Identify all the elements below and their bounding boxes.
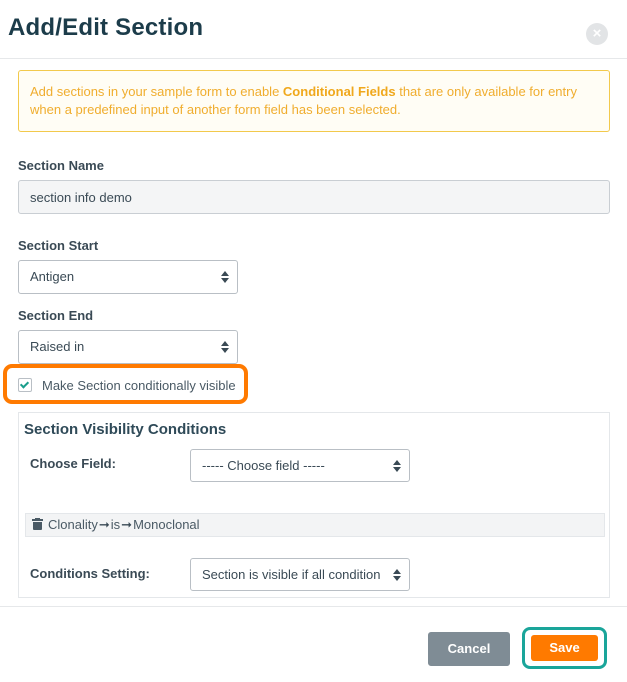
- section-start-label: Section Start: [18, 238, 99, 253]
- section-start-value: Antigen: [30, 269, 75, 284]
- conditions-setting-label: Conditions Setting:: [30, 566, 150, 581]
- alert-text-after: that are only available for entry when a predefined input of another form field has been selected.: [30, 84, 577, 117]
- close-icon[interactable]: ×: [586, 23, 608, 45]
- cancel-button[interactable]: Cancel: [428, 632, 510, 666]
- trash-icon[interactable]: [32, 518, 43, 530]
- section-start-select[interactable]: [18, 260, 238, 294]
- header-divider: [0, 58, 627, 59]
- select-arrows-icon: [393, 460, 401, 472]
- section-end-label: Section End: [18, 308, 94, 323]
- select-arrows-icon: [221, 271, 229, 283]
- conditional-visibility-highlight: [3, 364, 248, 404]
- checkmark-icon: [20, 379, 29, 388]
- alert-text-before: Add sections in your sample form to enable: [30, 84, 283, 99]
- conditions-setting-select[interactable]: [190, 558, 410, 591]
- footer-divider: [0, 606, 627, 607]
- condition-operator: is: [110, 517, 121, 532]
- arrow-right-icon: ➞: [121, 517, 133, 532]
- choose-field-select[interactable]: [190, 449, 410, 482]
- save-highlight: [522, 627, 607, 669]
- section-name-label: Section Name: [18, 158, 104, 173]
- section-end-value: Raised in: [30, 339, 85, 354]
- condition-rule-row: [25, 513, 605, 537]
- modal-header: [0, 0, 627, 58]
- section-name-input[interactable]: [18, 180, 610, 214]
- choose-field-value: ----- Choose field -----: [202, 458, 325, 473]
- conditional-visibility-checkbox[interactable]: [18, 378, 32, 392]
- arrow-right-icon: ➞: [98, 517, 110, 532]
- section-end-select[interactable]: [18, 330, 238, 364]
- save-button[interactable]: Save: [531, 635, 598, 661]
- info-alert: [18, 70, 610, 132]
- alert-highlight: Conditional Fields: [282, 84, 396, 99]
- modal-title: Add/Edit Section: [8, 14, 204, 41]
- conditional-visibility-label[interactable]: Make Section conditionally visible: [42, 378, 236, 393]
- choose-field-label: Choose Field:: [30, 456, 116, 471]
- conditions-title: Section Visibility Conditions: [24, 421, 227, 438]
- conditions-setting-value: Section is visible if all condition: [202, 567, 381, 582]
- visibility-conditions-panel: [18, 412, 610, 598]
- condition-field: Clonality: [48, 517, 98, 532]
- select-arrows-icon: [221, 341, 229, 353]
- select-arrows-icon: [393, 569, 401, 581]
- condition-value: Monoclonal: [133, 517, 200, 532]
